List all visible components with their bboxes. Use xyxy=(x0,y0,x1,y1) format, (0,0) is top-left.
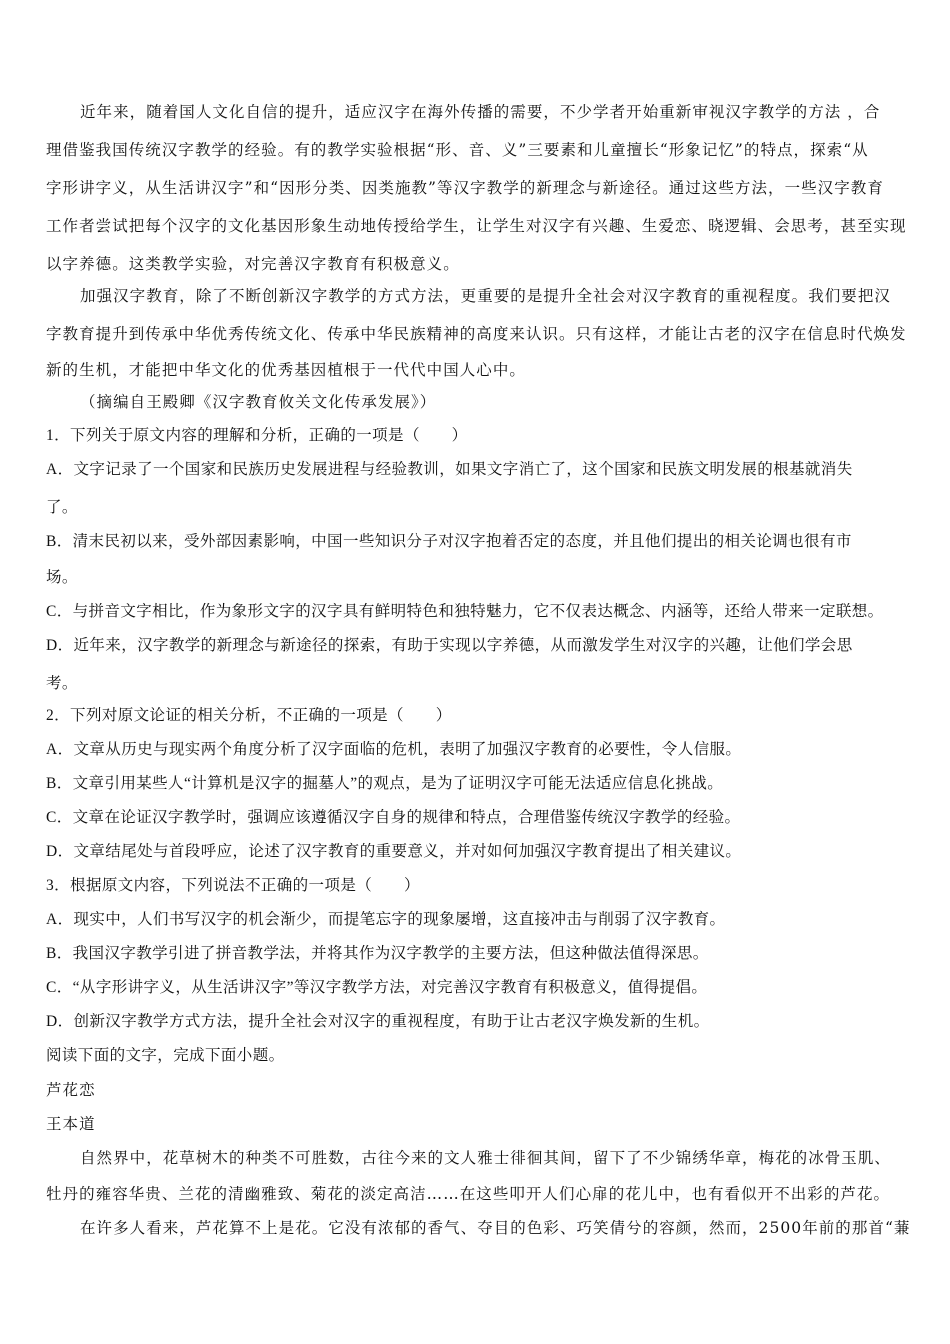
reading-author: 王本道 xyxy=(46,1115,96,1133)
reading-p1-line-2: 牡丹的雍容华贵、兰花的清幽雅致、菊花的淡定高洁……在这些叩开人们心扉的花儿中，也有看似开不出彩的芦花。 xyxy=(46,1185,891,1203)
question-1-option-b-cont: 场。 xyxy=(46,569,78,586)
question-2-option-b: B．文章引用某些人“计算机是汉字的掘墓人”的观点，是为了证明汉字可能无法适应信息化挑战。 xyxy=(46,775,724,792)
question-1-option-d-cont: 考。 xyxy=(46,675,78,692)
question-1-option-a-cont: 了。 xyxy=(46,499,78,516)
question-2-option-c: C．文章在论证汉字教学时，强调应该遵循汉字自身的规律和特点，合理借鉴传统汉字教学的经验。 xyxy=(46,809,741,826)
question-3-option-c: C．“从字形讲字义，从生活讲汉字”等汉字教学方法，对完善汉字教育有积极意义，值得提倡。 xyxy=(46,979,708,996)
passage-p1-line-2: 理借鉴我国传统汉字教学的经验。有的教学实验根据“形、音、义”三要素和儿童擅长“形象记忆”的特点，探索“从 xyxy=(46,141,869,159)
question-2-option-a: A．文章从历史与现实两个角度分析了汉字面临的危机，表明了加强汉字教育的必要性，令人信服。 xyxy=(46,741,742,758)
reading-instruction: 阅读下面的文字，完成下面小题。 xyxy=(46,1047,285,1064)
question-3-option-a: A．现实中，人们书写汉字的机会渐少，而提笔忘字的现象屡增，这直接冲击与削弱了汉字教育。 xyxy=(46,911,726,928)
reading-p2-line-1: 在许多人看来，芦花算不上是花。它没有浓郁的香气、夺目的色彩、巧笑倩兮的容颜，然而，2500年前的那首“蒹 xyxy=(80,1219,911,1237)
question-2-option-d: D．文章结尾处与首段呼应，论述了汉字教育的重要意义，并对如何加强汉字教育提出了相关建议。 xyxy=(46,843,742,860)
question-3-option-d: D．创新汉字教学方式方法，提升全社会对汉字的重视程度，有助于让古老汉字焕发新的生机。 xyxy=(46,1013,710,1030)
passage-p1-line-3: 字形讲字义，从生活讲汉字”和“因形分类、因类施教”等汉字教学的新理念与新途径。通过这些方法，一些汉字教育 xyxy=(46,179,884,197)
question-1-option-a: A．文字记录了一个国家和民族历史发展进程与经验教训，如果文字消亡了，这个国家和民族文明发展的根基就消失 xyxy=(46,461,853,478)
passage-p1-line-1: 近年来，随着国人文化自信的提升，适应汉字在海外传播的需要，不少学者开始重新审视汉字教学的方法 ，合 xyxy=(80,103,881,121)
passage-p2-line-1: 加强汉字教育，除了不断创新汉字教学的方式方法，更重要的是提升全社会对汉字教育的重视程度。我们要把汉 xyxy=(80,287,891,305)
passage-source: （摘编自王殿卿《汉字教育攸关文化传承发展》） xyxy=(80,393,437,411)
passage-p2-line-3: 新的生机，才能把中华文化的优秀基因植根于一代代中国人心中。 xyxy=(46,361,526,379)
question-3-stem: 3．根据原文内容，下列说法不正确的一项是（ ） xyxy=(46,877,420,894)
question-1-stem: 1．下列关于原文内容的理解和分析，正确的一项是（ ） xyxy=(46,427,468,444)
reading-p1-line-1: 自然界中，花草树木的种类不可胜数，古往今来的文人雅士徘徊其间，留下了不少锦绣华章，梅花的冰骨玉肌、 xyxy=(80,1149,891,1167)
question-1-option-d: D．近年来，汉字教学的新理念与新途径的探索，有助于实现以字养德，从而激发学生对汉字的兴趣，让他们学会思 xyxy=(46,637,853,654)
passage-p2-line-2: 字教育提升到传承中华优秀传统文化、传承中华民族精神的高度来认识。只有这样，才能让古老的汉字在信息时代焕发 xyxy=(46,325,907,343)
question-3-option-b: B．我国汉字教学引进了拼音教学法，并将其作为汉字教学的主要方法，但这种做法值得深思。 xyxy=(46,945,709,962)
question-1-option-b: B．清末民初以来，受外部因素影响，中国一些知识分子对汉字抱着否定的态度，并且他们提出的相关论调也很有市 xyxy=(46,533,852,550)
reading-title: 芦花恋 xyxy=(46,1081,96,1099)
question-2-stem: 2．下列对原文论证的相关分析，不正确的一项是（ ） xyxy=(46,707,452,724)
passage-p1-line-4: 工作者尝试把每个汉字的文化基因形象生动地传授给学生，让学生对汉字有兴趣、生爱恋、晓逻辑、会思考，甚至实现 xyxy=(46,217,907,235)
passage-p1-line-5: 以字养德。这类教学实验，对完善汉字教育有积极意义。 xyxy=(46,255,460,273)
question-1-option-c: C．与拼音文字相比，作为象形文字的汉字具有鲜明特色和独特魅力，它不仅表达概念、内涵等，还给人带来一定联想。 xyxy=(46,603,884,620)
